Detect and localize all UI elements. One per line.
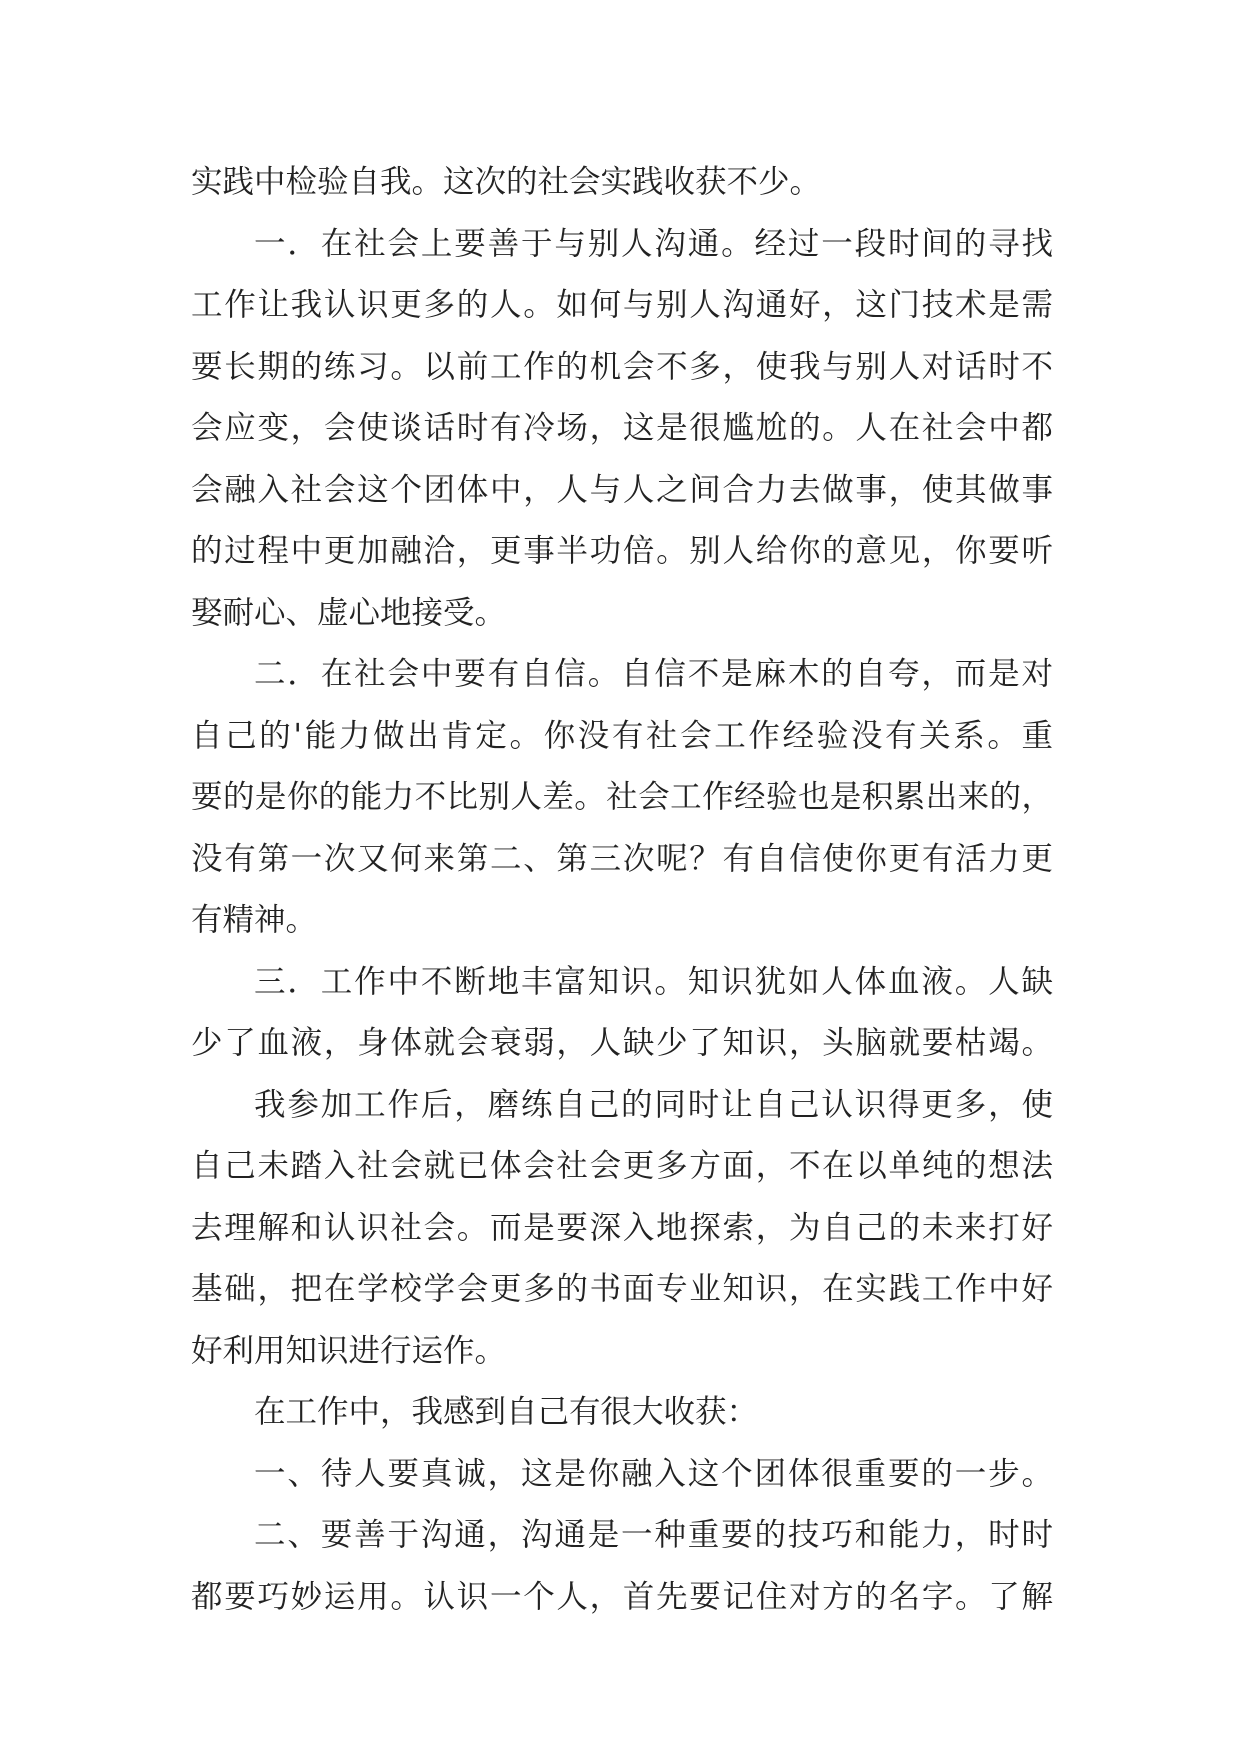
text-line: 的过程中更加融洽，更事半功倍。别人给你的意见，你要听 [191,533,1053,569]
text-line: 好利用知识进行运作。 [191,1332,507,1369]
text-line: 会融入社会这个团体中，人与人之间合力去做事，使其做事 [191,471,1053,508]
text-line: 少了血液，身体就会衰弱，人缺少了知识，头脑就要枯竭。 [191,1025,1053,1061]
text-line: 都要巧妙运用。认识一个人，首先要记住对方的名字。了解 [191,1578,1053,1615]
text-line: 要的是你的能力不比别人差。社会工作经验也是积累出来的， [191,779,1053,815]
text-line: 有精神。 [191,902,318,938]
text-line: 自己的'能力做出肯定。你没有社会工作经验没有关系。重 [191,717,1053,754]
text-line: 会应变，会使谈话时有冷场，这是很尴尬的。人在社会中都 [191,410,1053,446]
text-line: 在工作中，我感到自己有很大收获： [254,1394,759,1430]
text-line: 实践中检验自我。这次的社会实践收获不少。 [191,164,822,200]
body-text [191,152,1053,1628]
text-line: 二．在社会中要有自信。自信不是麻木的自夸，而是对 [254,656,1053,692]
text-line: 工作让我认识更多的人。如何与别人沟通好，这门技术是需 [191,287,1053,323]
text-line: 要长期的练习。以前工作的机会不多，使我与别人对话时不 [191,348,1053,385]
text-line: 自己未踏入社会就已体会社会更多方面，不在以单纯的想法 [191,1148,1053,1184]
text-line: 基础，把在学校学会更多的书面专业知识，在实践工作中好 [191,1271,1053,1307]
text-line: 一．在社会上要善于与别人沟通。经过一段时间的寻找 [254,225,1053,262]
text-line: 一、待人要真诚，这是你融入这个团体很重要的一步。 [254,1455,1053,1492]
text-line: 二、要善于沟通，沟通是一种重要的技巧和能力，时时 [254,1517,1053,1553]
text-line: 娶耐心、虚心地接受。 [191,594,507,631]
text-line: 去理解和认识社会。而是要深入地探索，为自己的未来打好 [191,1209,1053,1246]
text-line: 三．工作中不断地丰富知识。知识犹如人体血液。人缺 [254,963,1053,1000]
text-line: 没有第一次又何来第二、第三次呢？有自信使你更有活力更 [191,840,1053,877]
text-line: 我参加工作后，磨练自己的同时让自己认识得更多，使 [254,1086,1053,1123]
